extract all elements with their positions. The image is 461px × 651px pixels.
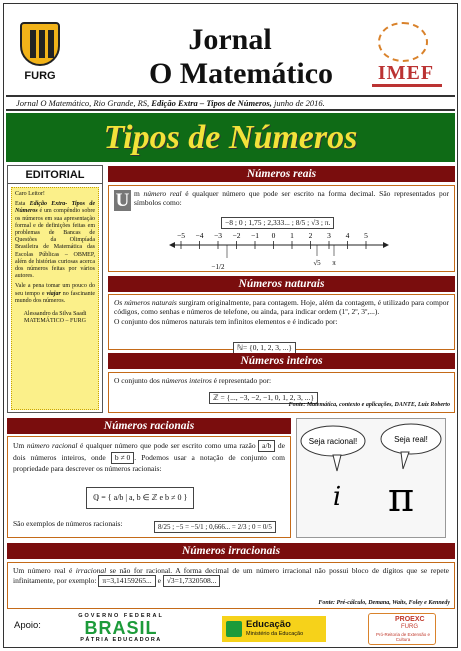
ministerio-educacao-logo: Educação Ministério da Educação [222,616,326,642]
editorial-body [11,187,99,410]
imef-gear-icon [378,22,428,62]
number-line-tick-label: −1 [251,231,259,240]
edition-info: Jornal O Matemático, Rio Grande, RS, Edição Extra – Tipos de Números, junho de 2016. [16,98,325,108]
irracionais-box [7,562,455,609]
number-line-tick-label: −4 [195,231,204,240]
tick-label-sqrt5: √5 [313,259,321,267]
imef-label: IMEF [377,62,435,84]
furg-logo [14,22,66,86]
number-line-tick-label: 5 [364,231,368,240]
section-heading-racionais: Números racionais [7,418,291,434]
header-rule-top [6,95,455,97]
irracionais-source: Fonte: Pré-cálculo, Demana, Waits, Foley e Kennedy [318,600,450,606]
number-line-arrow-right [383,242,389,248]
furg-shield-icon [20,22,60,66]
number-line-tick-label: −2 [232,231,241,240]
racionais-text: Um número racional é qualquer número que pode ser escrito como uma razão a/b de dois números inteiros, onde b ≠ 0 . Podemos usar a notação de conjunto com propriedade para descrever os números racionais: [13,441,285,473]
racionais-box [7,436,291,538]
bubble-right-tail [401,452,409,469]
editorial-signature: Alessandro da Silva Saadi MATEMÁTICO – FURG [23,311,87,325]
speech-bubbles-illustration [296,418,446,538]
number-line-tick-label: 2 [308,231,313,240]
imef-logo [366,22,446,90]
section-heading-inteiros: Números inteiros [108,353,455,369]
bubble-left-text: Seja racional! [308,437,358,446]
inteiros-source: Fonte: Matemática, contexto e aplicações, DANTE, Luiz Roberto [288,402,450,408]
bubble-left-tail [333,455,341,471]
journal-title-line1: Jornal [188,23,272,56]
tick-label-minus-half: −1/2 [211,263,225,271]
tick-label-pi: π [332,259,336,267]
inteiros-set: ℤ = {..., −3, −2, −1, 0, 1, 2, 3, ...} [209,387,318,405]
naturais-text-2: O conjunto dos números naturais tem infinitos elementos e é indicado por: [114,316,338,326]
journal-title-line2: O Matemático [148,57,334,90]
editorial-greeting: Caro Leitor! [15,191,45,197]
proexc-logo: PROEXC FURG Pró-Reitoria de Extensão e Cultura [368,613,436,645]
racionais-examples: 8/25 ; −5 = −5/1 ; 0,666... = 2/3 ; 0 = 0/5 [154,516,276,534]
inteiros-text: O conjunto dos números inteiros é representado por: [114,376,272,385]
char-i: i [332,482,342,512]
naturais-text: Os números naturais surgiram originalmente, para contagem. Hoje, além da contagem, é utilizado para compor códigos, como senhas e números de telefone, ou ainda, para indicar ordem (1º, 2º, 3º,...). [114,298,449,317]
governo-federal-logo: GOVERNO FEDERAL BRASIL PÁTRIA EDUCADORA [78,613,164,643]
section-heading-naturais: Números naturais [108,276,455,292]
reais-text: U m número real é qualquer número que pode ser escrito na forma decimal. São representados por símbolos como: [115,189,449,211]
number-line-arrow-left [169,242,175,248]
naturais-set: ℕ= {0, 1, 2, 3, ...} [233,337,296,355]
racionais-examples-label: São exemplos de números racionais: [13,519,123,528]
inteiros-box [108,372,455,413]
section-heading-irracionais: Números irracionais [7,543,455,559]
furg-label: FURG [24,70,56,82]
editorial-box [7,165,103,413]
number-line-tick-label: 1 [290,231,294,240]
editorial-paragraph-2: Vale a pena tomar um pouco do seu tempo e viajar no fascinante mundo dos números. [15,283,95,304]
number-line-tick-label: −5 [177,231,185,240]
reais-box [108,185,455,272]
banner-title: Tipos de Números [103,119,358,156]
reais-examples: −8 ; 0 ; 1,75 ; 2,333... ; 8/5 ; √3 ; π. [221,212,334,230]
real-number-line [109,186,456,273]
char-pi: π [387,475,415,521]
number-line-tick-label: 3 [327,231,331,240]
racionais-set-notation: ℚ = { a/b | a, b ∈ ℤ e b ≠ 0 } [86,487,194,509]
title-banner [6,113,455,162]
apoio-label: Apoio: [14,620,41,631]
reais-dropcap: U [115,190,130,211]
number-line-tick-label: 4 [345,231,350,240]
bubble-right-text: Seja real! [394,435,428,444]
education-emblem-icon [226,621,242,637]
number-line-tick-label: 0 [271,231,276,240]
header-rule-bottom [6,109,455,111]
number-line-tick-label: −3 [214,231,222,240]
editorial-paragraph-1: Esta Edição Extra- Tipos de Números é um compêndio sobre os números em sua apresentação formal e de definições feitas em problemas de Bancas de Questões da Olimpíada Brasileira de Matemática das Escolas Públicas – OBMEP, além de histórias curiosas acerca dos números feitas por vários autores. [15,201,95,280]
section-heading-reais: Números reais [108,166,455,182]
naturais-box [108,294,455,350]
speech-bubbles-svg [297,419,447,539]
editorial-heading: EDITORIAL [8,166,102,184]
irracionais-text: Um número real é irracional se não for racional. A forma decimal de um número irracional não possui bloco de dígitos que se repete infinitamente, por exemplo: π=3,14159265... e √3=1,7320508... [13,566,449,586]
